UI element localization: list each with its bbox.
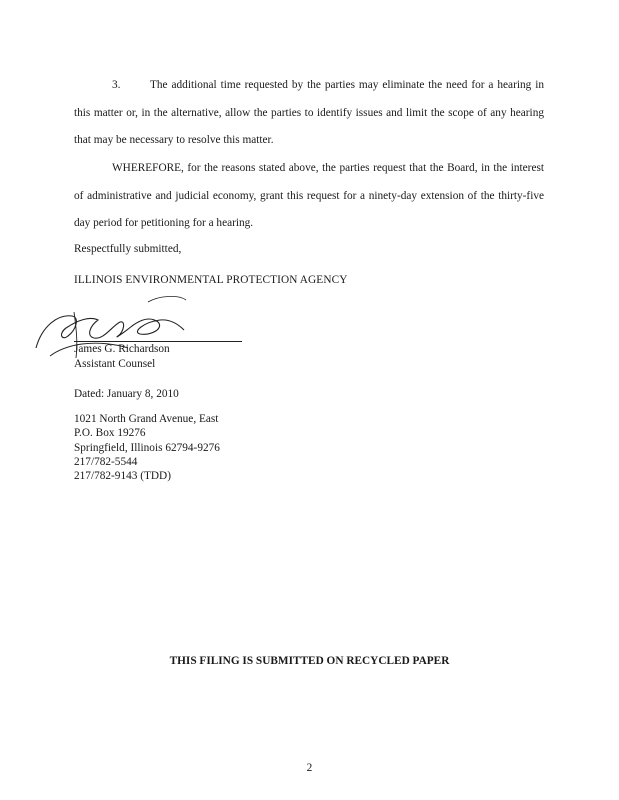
agency-name: ILLINOIS ENVIRONMENTAL PROTECTION AGENCY (74, 274, 348, 286)
page-number: 2 (306, 762, 313, 774)
address-line: 217/782-5544 (74, 455, 138, 468)
paragraph-number: 3. (112, 79, 121, 91)
address-line: 1021 North Grand Avenue, East (74, 413, 219, 425)
paragraph-3-text: The additional time requested by the parties may eliminate the need for a hearing in this matter or, in the alternative, allow the parties to identify issues and limit the scope of any hearing that may be necessary to resolve this matter. (74, 79, 544, 146)
signer-name: James G. Richardson (74, 343, 170, 355)
address-block (74, 412, 220, 483)
paragraph-3 (74, 72, 544, 155)
date-line: Dated: January 8, 2010 (74, 388, 179, 400)
wherefore-paragraph: WHEREFORE, for the reasons stated above, the parties request that the Board, in the interest of administrative and judicial economy, grant this request for a ninety-day extension of the thirty-five day period for petitioning for a hearing. (74, 162, 544, 229)
address-line: Springfield, Illinois 62794-9276 (74, 441, 220, 454)
signature-line (74, 341, 242, 342)
recycled-paper-note: THIS FILING IS SUBMITTED ON RECYCLED PAPER (169, 655, 450, 667)
closing-salutation: Respectfully submitted, (74, 243, 182, 255)
address-line: P.O. Box 19276 (74, 427, 146, 440)
address-line: 217/782-9143 (TDD) (74, 470, 171, 483)
signer-title: Assistant Counsel (74, 358, 156, 370)
